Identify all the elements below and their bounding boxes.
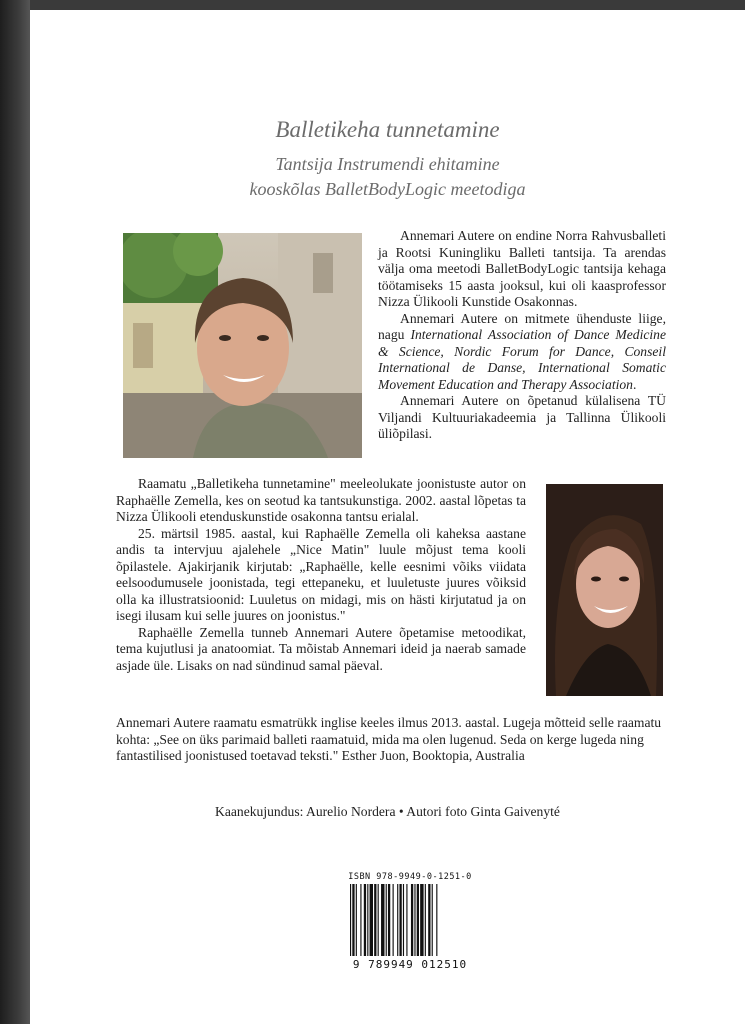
back-cover: [30, 10, 745, 1024]
author-photo: [123, 233, 362, 458]
book-title: Balletikeha tunnetamine: [275, 117, 500, 142]
isbn-digits: 9 789949 012510: [352, 958, 468, 971]
illustrator-paragraph-3: Raphaëlle Zemella tunneb Annemari Autere õpetamise metoodikat, tema kujutlusi ja anatoomiat. Ta mõistab Annemari ideid ja naerab samade asjade üle. Lisaks on nad sündinud samal päeval.: [116, 624, 526, 673]
illustrator-paragraph-2: 25. märtsil 1985. aastal, kui Raphaëlle Zemella oli kaheksa aastane andis ta intervjuu ajalehele „Nice Matin" luule mõjust tema kooli õpilastele. Ajakirjanik kirjutab: „Raphaëlle, kelle eesnimi võiks viidata eelsoodumusele joonistada, tegi ettepaneku, et luuletuste juures võiksid olla ka illustratsioonid: Luuletus on midagi, mis on hästi kirjutatud ja on isegi ilusam kui selle juures on joonistus.": [116, 525, 526, 623]
author-bio-paragraph-1: Annemari Autere on endine Norra Rahvusballeti ja Rootsi Kuningliku Balleti tantsija. Ta arendas välja oma meetodi BalletBodyLogic tantsija kehaga töötamiseks 15 aasta jooksul, kui oli kaasprofessor Nizza Ülikooli Kunstide Osakonnas.: [378, 228, 666, 309]
isbn-barcode: [340, 872, 480, 972]
author-bio: [378, 228, 666, 443]
cover-credits: Kaanekujundus: Aurelio Nordera • Autori foto Ginta Gaivenyté: [215, 804, 560, 819]
author-bio-organizations: International Association of Dance Medicine & Science, Nordic Forum for Dance, Conseil International de Danse, International Somatic Movement Education and Therapy Association: [378, 327, 666, 392]
illustrator-bio: [116, 476, 526, 674]
author-bio-paragraph-3: Annemari Autere on õpetanud külalisena TÜ Viljandi Kultuuriakadeemia ja Tallinna Ülikooli üliõpilasi.: [378, 393, 666, 441]
author-bio-p2-suffix: .: [632, 376, 637, 392]
book-spine-edge: [0, 0, 30, 1024]
author-bio-p2-prefix: Annemari Autere on mitmete ühenduste liige, nagu: [378, 310, 666, 342]
review-paragraph: Annemari Autere raamatu esmatrükk inglise keeles ilmus 2013. aastal. Lugeja mõtteid selle raamatu kohta: „See on üks parimaid balleti raamatuid, mida ma olen lugenud. Seda on kerge lugeda ning fantastilised joonistused toetavad teksti." Esther Juon, Booktopia, Australia: [116, 715, 662, 763]
isbn-label: ISBN 978-9949-0-1251-0: [348, 872, 472, 882]
subtitle-line-1: Tantsija Instrumendi ehitamine: [275, 154, 500, 174]
illustrator-paragraph-1: Raamatu „Balletikeha tunnetamine" meeleolukate joonistuste autor on Raphaëlle Zemella, kes on seotud ka tantsukunstiga. 2002. aastal lõpetas ta Nizza Ülikooli etenduskunstide osakonna tantsu erialal.: [116, 476, 526, 524]
barcode-bars: [340, 872, 480, 972]
illustrator-photo: [546, 484, 663, 696]
scan-top-edge: [0, 0, 745, 10]
book-subtitle: [30, 152, 745, 202]
author-bio-paragraph-2: [378, 311, 666, 394]
subtitle-line-2: kooskõlas BalletBodyLogic meetodiga: [249, 179, 526, 199]
